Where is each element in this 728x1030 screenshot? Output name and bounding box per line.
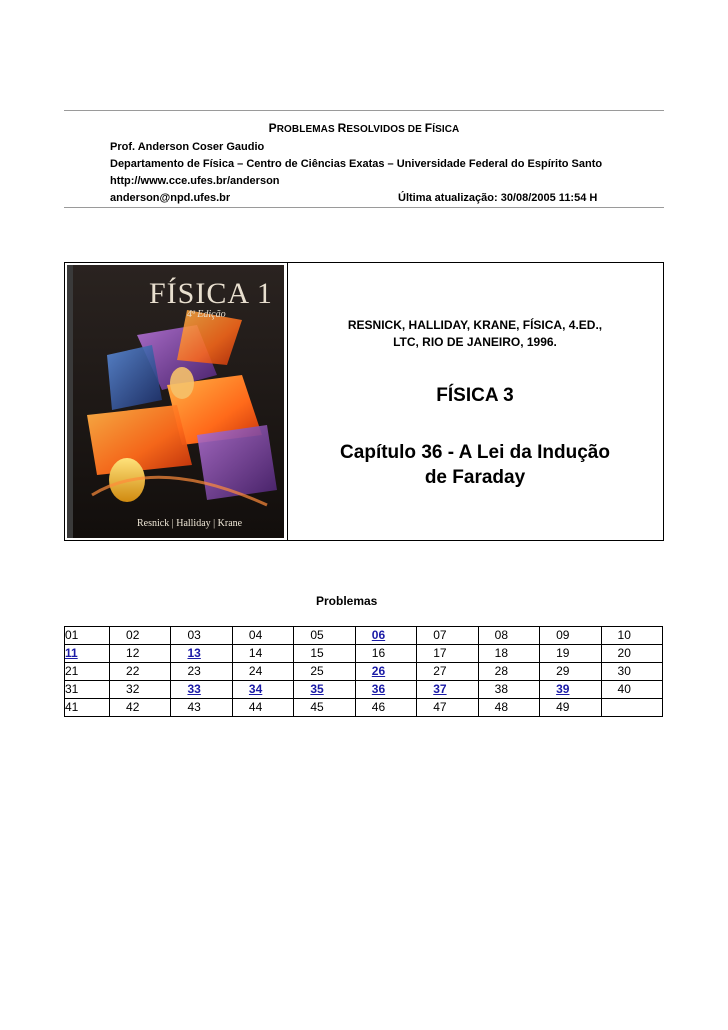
problem-47: 47 — [417, 699, 478, 717]
reference-line-2: LTC, RIO DE JANEIRO, 1996. — [393, 335, 557, 349]
problem-01: 01 — [65, 627, 110, 645]
chapter-line-2: de Faraday — [424, 467, 526, 488]
problems-label: Problemas — [316, 594, 378, 608]
cover-authors: Resnick | Halliday | Krane — [137, 518, 243, 529]
problem-49: 49 — [540, 699, 601, 717]
problem-28: 28 — [478, 663, 539, 681]
problem-20: 20 — [601, 645, 662, 663]
problem-04: 04 — [232, 627, 293, 645]
cover-edition: 4ª Edição — [187, 309, 226, 320]
problem-03: 03 — [171, 627, 232, 645]
problem-29: 29 — [540, 663, 601, 681]
problem-34[interactable]: 34 — [232, 681, 293, 699]
problem-05: 05 — [294, 627, 355, 645]
table-row — [65, 681, 663, 699]
problem-27: 27 — [417, 663, 478, 681]
problem-25: 25 — [294, 663, 355, 681]
volume-title: FÍSICA 3 — [436, 385, 514, 406]
document-title: PROBLEMAS RESOLVIDOS DE FÍSICA — [268, 121, 460, 135]
problem-44: 44 — [232, 699, 293, 717]
problems-table — [64, 626, 663, 717]
problem-26[interactable]: 26 — [355, 663, 416, 681]
problem-45: 45 — [294, 699, 355, 717]
problem-24: 24 — [232, 663, 293, 681]
problem-46: 46 — [355, 699, 416, 717]
table-row — [65, 699, 663, 717]
email-link[interactable]: anderson@npd.ufes.br — [110, 192, 231, 204]
book-reference — [300, 317, 650, 351]
problem-16: 16 — [355, 645, 416, 663]
problem-38: 38 — [478, 681, 539, 699]
problem-32: 32 — [110, 681, 171, 699]
problem-02: 02 — [110, 627, 171, 645]
problem-42: 42 — [110, 699, 171, 717]
problem-22: 22 — [110, 663, 171, 681]
problem-15: 15 — [294, 645, 355, 663]
problem-41: 41 — [65, 699, 110, 717]
header-bottom-rule — [64, 207, 664, 208]
book-cover-image — [67, 265, 284, 538]
problem-48: 48 — [478, 699, 539, 717]
cover-title: FÍSICA 1 — [149, 277, 273, 310]
header-top-rule — [64, 110, 664, 111]
table-row — [65, 663, 663, 681]
problem-11[interactable]: 11 — [65, 645, 110, 663]
problem-18: 18 — [478, 645, 539, 663]
problem-37[interactable]: 37 — [417, 681, 478, 699]
problem-36[interactable]: 36 — [355, 681, 416, 699]
problem-07: 07 — [417, 627, 478, 645]
book-box-divider — [287, 262, 288, 541]
table-row — [65, 645, 663, 663]
problem-43: 43 — [171, 699, 232, 717]
chapter-title — [300, 440, 650, 490]
problem-39[interactable]: 39 — [540, 681, 601, 699]
problem-40: 40 — [601, 681, 662, 699]
problem-14: 14 — [232, 645, 293, 663]
last-update: Última atualização: 30/08/2005 11:54 H — [398, 192, 598, 204]
problem-12: 12 — [110, 645, 171, 663]
problem-30: 30 — [601, 663, 662, 681]
problem-19: 19 — [540, 645, 601, 663]
problem-09: 09 — [540, 627, 601, 645]
table-row — [65, 627, 663, 645]
problem-33[interactable]: 33 — [171, 681, 232, 699]
problem-35[interactable]: 35 — [294, 681, 355, 699]
problem-31: 31 — [65, 681, 110, 699]
problem-21: 21 — [65, 663, 110, 681]
reference-line-1: RESNICK, HALLIDAY, KRANE, FÍSICA, 4.ED., — [347, 318, 603, 332]
department-line: Departamento de Física – Centro de Ciências Exatas – Universidade Federal do Espírito Santo — [110, 158, 603, 170]
author-name: Prof. Anderson Coser Gaudio — [110, 141, 265, 153]
problem-23: 23 — [171, 663, 232, 681]
website-link[interactable]: http://www.cce.ufes.br/anderson — [110, 175, 280, 187]
problem-10: 10 — [601, 627, 662, 645]
problem-17: 17 — [417, 645, 478, 663]
problem-08: 08 — [478, 627, 539, 645]
chapter-line-1: Capítulo 36 - A Lei da Indução — [340, 442, 610, 463]
problem-06[interactable]: 06 — [355, 627, 416, 645]
problem-13[interactable]: 13 — [171, 645, 232, 663]
empty-cell — [601, 699, 662, 717]
